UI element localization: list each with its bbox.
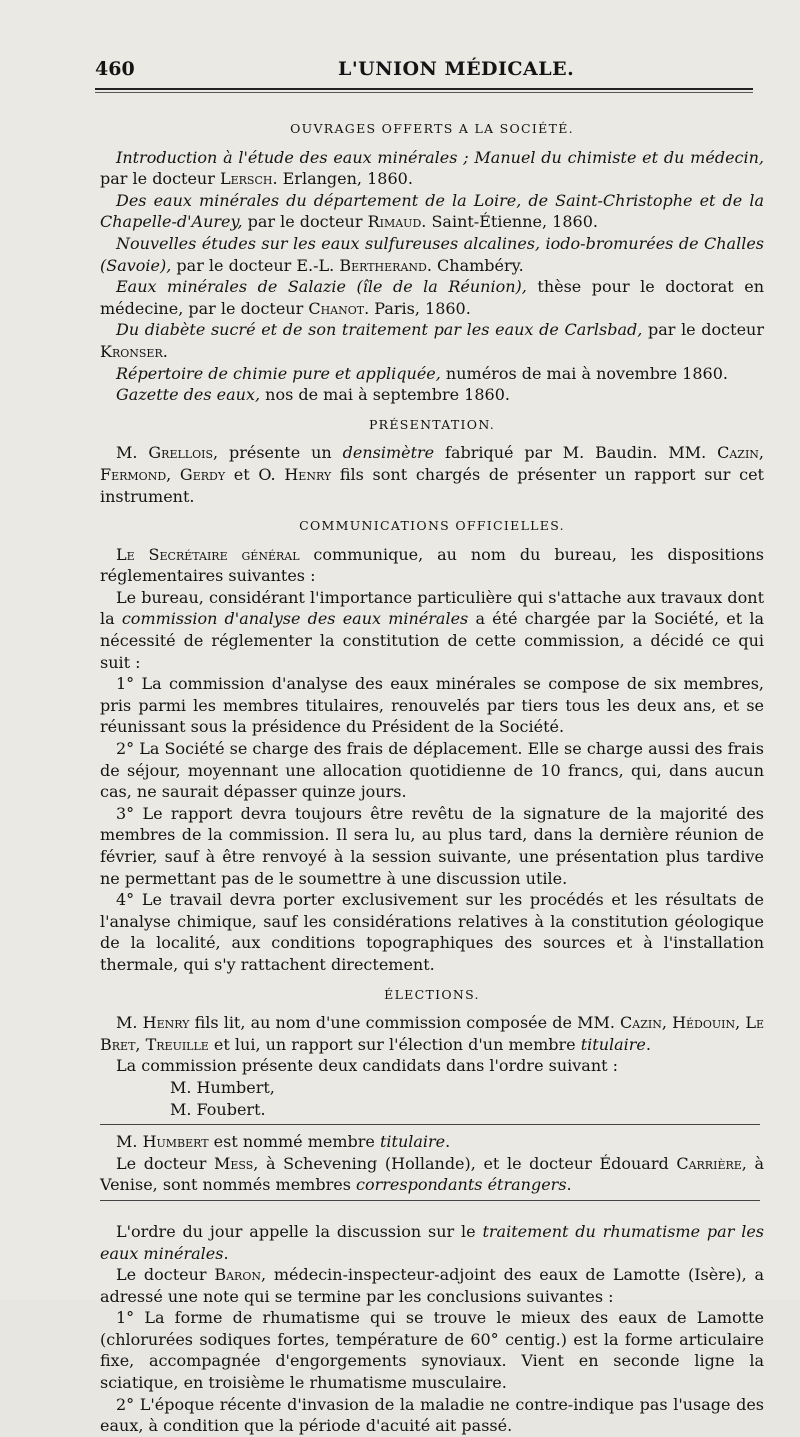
ouvrage-item: Des eaux minérales du département de la Loire, de Saint-Christophe et de la Chapelle-d'Aurey, par le docteur Rimaud. Saint-Étienne, 1860.: [100, 190, 764, 232]
ouvrage-item: Répertoire de chimie pure et appliquée, numéros de mai à novembre 1860.: [116, 363, 728, 383]
ouvrage-item: Eaux minérales de Salazie (île de la Réunion), thèse pour le doctorat en médecine, par le docteur Chanot. Paris, 1860.: [100, 277, 765, 318]
running-header: [95, 58, 755, 86]
section-heading-elections: ÉLECTIONS.: [384, 986, 480, 1002]
ouvrage-item: Introduction à l'étude des eaux minérales ; Manuel du chimiste et du médecin, par le docteur Lersch. Erlangen, 1860.: [100, 147, 764, 189]
article-1: 1° La commission d'analyse des eaux minérales se compose de six membres, pris parmi les membres titulaires, renouvelés par tiers tous les deux ans, et se réunissant sous la présidence du Président de la Société.: [100, 674, 764, 737]
bureau-paragraph: Le bureau, considérant l'importance particulière qui s'attache aux travaux dont la commission d'analyse des eaux minérales a été chargée par la Société, et la nécessité de réglementer la constitution de cette commission, a décidé ce qui suit :: [100, 587, 764, 672]
article-4: 4° Le travail devra porter exclusivement sur les procédés et les résultats de l'analyse chimique, sauf les considérations relatives à la constitution géologique de la localité, aux conditions topographiques des sources et à l'installation thermale, qui s'y rattachent directement.: [100, 890, 764, 974]
ouvrage-item: Nouvelles études sur les eaux sulfureuses alcalines, iodo-bromurées de Challes (Savoie), par le docteur E.-L. Bertherand. Chambéry.: [100, 233, 764, 275]
running-title: L'UNION MÉDICALE.: [338, 58, 575, 80]
article-2: 2° La Société se charge des frais de déplacement. Elle se charge aussi des frais de séjour, moyennant une allocation quotidienne de 10 francs, qui, dans aucun cas, ne saurait dépasser quinze jours.: [100, 739, 764, 802]
page-number: 460: [95, 58, 135, 80]
candidates-intro: La commission présente deux candidats dans l'ordre suivant :: [116, 1056, 619, 1076]
elections-paragraph: M. Henry fils lit, au nom d'une commission composée de MM. Cazin, Hédouin, Le Bret, Treuille et lui, un rapport sur l'élection d'un membre titulaire.: [100, 1013, 764, 1054]
correspondants-paragraph: Le docteur Mess, à Schevening (Hollande), et le docteur Édouard Carrière, à Venise, sont nommés membres correspondants étrangers.: [100, 1153, 765, 1195]
section-heading-presentation: PRÉSENTATION.: [368, 416, 496, 432]
section-heading-ouvrages: OUVRAGES OFFERTS A LA SOCIÉTÉ.: [290, 121, 574, 136]
divider: [100, 1200, 760, 1201]
candidate-2: M. Foubert.: [170, 1099, 266, 1119]
presentation-paragraph: M. Grellois, présente un densimètre fabriqué par M. Baudin. MM. Cazin, Fermond, Gerdy et O. Henry fils sont chargés de présenter un rapport sur cet instrument.: [100, 443, 764, 506]
section-heading-communications: COMMUNICATIONS OFFICIELLES.: [299, 518, 565, 534]
article-3: 3° Le rapport devra toujours être revêtu de la signature de la majorité des membres de la commission. Il sera lu, au plus tard, dans la dernière réunion de février, sauf à être renvoyé à la session suivante, une présentation plus tardive ne permettant pas de le soumettre à une discussion utile.: [100, 803, 764, 888]
conclusion-2: 2° L'époque récente d'invasion de la maladie ne contre-indique pas l'usage des eaux, à condition que la période d'acuité ait passé.: [100, 1394, 764, 1436]
communication-intro: Le Secrétaire général communique, au nom du bureau, les dispositions réglementaires suivantes :: [100, 544, 764, 586]
ouvrage-item: Du diabète sucré et de son traitement par les eaux de Carlsbad, par le docteur Kronser.: [100, 320, 764, 361]
candidate-1: M. Humbert,: [170, 1077, 275, 1097]
divider: [100, 1124, 760, 1125]
header-rule: [95, 88, 753, 90]
ouvrage-item: Gazette des eaux, nos de mai à septembre 1860.: [116, 385, 510, 405]
article-body: [100, 110, 764, 1437]
conclusion-1: 1° La forme de rhumatisme qui se trouve le mieux des eaux de Lamotte (chlorurées sodiques fortes, température de 60° centig.) est la forme articulaire fixe, accompagnée d'engorgements synoviaux. Vient en seconde ligne la sciatique, en troisième le rhumatisme musculaire.: [100, 1308, 764, 1393]
spacer: [100, 1207, 764, 1221]
header-rule-thin: [95, 92, 753, 93]
discussion-intro: L'ordre du jour appelle la discussion sur le traitement du rhumatisme par les eaux minérales.: [100, 1221, 764, 1263]
election-result: M. Humbert est nommé membre titulaire.: [116, 1132, 451, 1152]
baron-paragraph: Le docteur Baron, médecin-inspecteur-adjoint des eaux de Lamotte (Isère), a adressé une note qui se termine par les conclusions suivantes :: [100, 1265, 765, 1306]
